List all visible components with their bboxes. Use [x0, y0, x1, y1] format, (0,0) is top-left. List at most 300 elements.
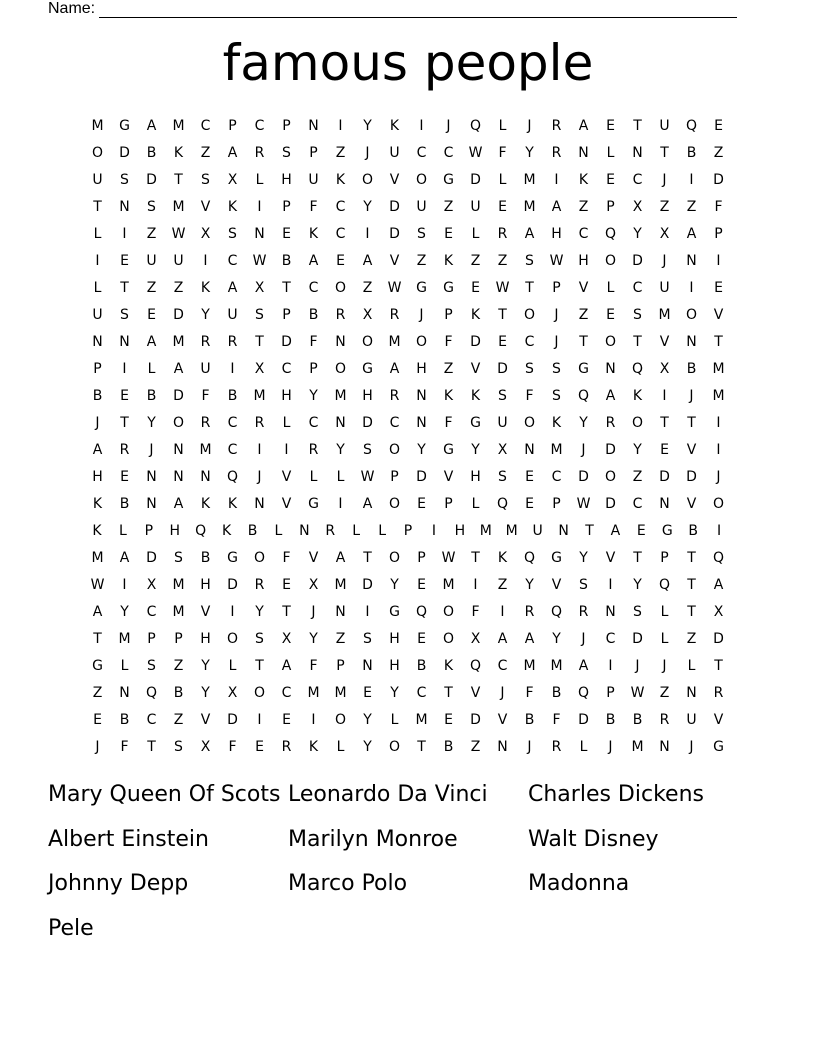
grid-letter: O	[631, 415, 644, 431]
grid-letter: X	[659, 226, 670, 242]
grid-letter: U	[308, 172, 319, 188]
grid-letter: P	[282, 118, 291, 134]
grid-letter: A	[119, 550, 130, 566]
grid-letter: Y	[309, 388, 318, 404]
grid-letter: G	[227, 550, 238, 566]
grid-letter: O	[334, 280, 347, 296]
grid-letter: T	[633, 334, 642, 350]
grid-letter: I	[338, 118, 343, 134]
grid-letter: L	[579, 739, 588, 755]
grid-letter: K	[92, 496, 103, 512]
grid-letter: I	[257, 199, 262, 215]
grid-row	[84, 680, 732, 707]
grid-letter: O	[253, 685, 266, 701]
grid-letter: A	[551, 199, 562, 215]
grid-letter: O	[388, 550, 401, 566]
grid-letter: M	[658, 307, 671, 323]
grid-letter: O	[334, 361, 347, 377]
grid-letter: E	[147, 307, 156, 323]
grid-letter: I	[95, 253, 100, 269]
grid-letter: K	[308, 739, 319, 755]
grid-letter: A	[173, 496, 184, 512]
grid-letter: H	[281, 388, 292, 404]
grid-letter: M	[253, 388, 266, 404]
grid-letter: P	[336, 658, 345, 674]
grid-letter: Q	[712, 550, 725, 566]
grid-letter: V	[659, 334, 670, 350]
grid-letter: N	[146, 496, 157, 512]
grid-letter: J	[608, 739, 613, 755]
grid-letter: M	[172, 604, 185, 620]
grid-letter: T	[255, 334, 264, 350]
grid-letter: N	[362, 658, 373, 674]
grid-letter: E	[606, 172, 615, 188]
grid-letter: S	[174, 550, 183, 566]
grid-letter: P	[390, 469, 399, 485]
grid-letter: S	[363, 442, 372, 458]
grid-letter: P	[228, 118, 237, 134]
grid-letter: Q	[577, 685, 590, 701]
grid-letter: Y	[633, 442, 642, 458]
grid-letter: H	[200, 631, 211, 647]
grid-letter: P	[282, 307, 291, 323]
grid-letter: M	[172, 577, 185, 593]
grid-letter: N	[335, 334, 346, 350]
grid-letter: J	[554, 307, 559, 323]
grid-letter: S	[498, 469, 507, 485]
grid-letter: F	[444, 334, 453, 350]
grid-letter: T	[255, 658, 264, 674]
grid-letter: C	[632, 172, 643, 188]
grid-letter: Q	[658, 577, 671, 593]
grid-letter: U	[532, 523, 543, 539]
grid-letter: Z	[686, 631, 697, 647]
grid-letter: R	[659, 712, 670, 728]
grid-letter: Z	[335, 631, 346, 647]
grid-letter: H	[169, 523, 180, 539]
grid-letter: G	[443, 280, 454, 296]
grid-letter: H	[200, 577, 211, 593]
grid-letter: F	[309, 334, 318, 350]
grid-letter: G	[443, 442, 454, 458]
grid-letter: L	[118, 523, 127, 539]
grid-letter: G	[92, 658, 103, 674]
grid-letter: Z	[686, 199, 697, 215]
grid-letter: E	[363, 685, 372, 701]
grid-letter: E	[282, 226, 291, 242]
grid-letter: O	[442, 631, 455, 647]
grid-letter: N	[119, 685, 130, 701]
grid-letter: C	[524, 334, 535, 350]
grid-row	[84, 599, 732, 626]
grid-letter: R	[227, 334, 238, 350]
grid-letter: N	[605, 361, 616, 377]
grid-letter: N	[335, 415, 346, 431]
grid-letter: G	[119, 118, 130, 134]
grid-letter: K	[443, 388, 454, 404]
grid-letter: P	[93, 361, 102, 377]
grid-letter: N	[524, 442, 535, 458]
name-field	[48, 0, 748, 18]
grid-letter: V	[443, 469, 454, 485]
grid-letter: I	[230, 361, 235, 377]
grid-letter: I	[257, 442, 262, 458]
grid-letter: Q	[631, 361, 644, 377]
grid-letter: M	[118, 631, 131, 647]
grid-letter: M	[334, 685, 347, 701]
grid-letter: R	[551, 739, 562, 755]
grid-letter: A	[227, 145, 238, 161]
grid-letter: E	[525, 469, 534, 485]
grid-letter: L	[378, 523, 386, 539]
grid-letter: Y	[579, 550, 588, 566]
word-item: Charles Dickens	[528, 782, 704, 807]
grid-letter: Z	[578, 199, 589, 215]
grid-row	[84, 410, 732, 437]
grid-letter: S	[417, 226, 426, 242]
grid-letter: R	[308, 442, 319, 458]
grid-letter: J	[662, 658, 667, 674]
grid-letter: O	[226, 631, 239, 647]
grid-letter: P	[309, 145, 318, 161]
grid-letter: S	[228, 226, 237, 242]
grid-letter: T	[444, 685, 453, 701]
grid-letter: E	[120, 253, 129, 269]
grid-letter: C	[632, 496, 643, 512]
grid-letter: N	[416, 388, 427, 404]
grid-letter: Y	[417, 442, 426, 458]
grid-letter: P	[282, 199, 291, 215]
grid-letter: J	[662, 172, 667, 188]
grid-letter: M	[523, 172, 536, 188]
grid-letter: Z	[443, 199, 454, 215]
grid-letter: N	[119, 334, 130, 350]
grid-letter: I	[122, 226, 127, 242]
grid-letter: C	[227, 253, 238, 269]
grid-letter: Y	[309, 631, 318, 647]
grid-letter: M	[505, 523, 518, 539]
grid-letter: P	[552, 280, 561, 296]
grid-letter: L	[660, 631, 669, 647]
grid-row	[84, 464, 732, 491]
grid-letter: A	[92, 442, 103, 458]
grid-letter: D	[389, 226, 400, 242]
grid-letter: W	[387, 280, 402, 296]
grid-letter: S	[174, 739, 183, 755]
grid-letter: A	[281, 658, 292, 674]
grid-letter: Z	[92, 685, 103, 701]
letter-grid	[84, 113, 732, 761]
grid-letter: G	[416, 280, 427, 296]
grid-letter: K	[227, 496, 238, 512]
grid-letter: L	[498, 172, 507, 188]
grid-letter: N	[558, 523, 569, 539]
grid-letter: T	[93, 631, 102, 647]
grid-letter: U	[200, 361, 211, 377]
grid-letter: E	[417, 577, 426, 593]
grid-letter: X	[254, 361, 265, 377]
grid-letter: Z	[200, 145, 211, 161]
grid-letter: F	[525, 685, 534, 701]
grid-letter: R	[389, 307, 400, 323]
grid-letter: I	[284, 442, 289, 458]
grid-letter: J	[716, 469, 721, 485]
grid-letter: O	[361, 334, 374, 350]
grid-letter: Q	[685, 118, 698, 134]
grid-row	[84, 518, 732, 545]
grid-letter: K	[221, 523, 232, 539]
grid-letter: R	[335, 307, 346, 323]
grid-letter: S	[201, 172, 210, 188]
grid-letter: A	[497, 631, 508, 647]
grid-row	[84, 167, 732, 194]
grid-letter: R	[497, 226, 508, 242]
grid-letter: A	[146, 118, 157, 134]
grid-letter: Z	[497, 253, 508, 269]
grid-letter: E	[660, 442, 669, 458]
grid-letter: Z	[659, 199, 670, 215]
grid-letter: D	[119, 145, 130, 161]
grid-letter: C	[308, 415, 319, 431]
grid-letter: Y	[363, 712, 372, 728]
grid-letter: Z	[146, 280, 157, 296]
grid-letter: V	[578, 280, 589, 296]
grid-letter: W	[441, 550, 456, 566]
grid-letter: V	[200, 604, 211, 620]
grid-letter: Q	[415, 604, 428, 620]
grid-letter: N	[686, 685, 697, 701]
grid-letter: V	[686, 442, 697, 458]
grid-letter: T	[714, 334, 723, 350]
grid-letter: B	[119, 712, 130, 728]
grid-letter: Z	[659, 685, 670, 701]
grid-letter: Y	[336, 442, 345, 458]
grid-letter: T	[363, 550, 372, 566]
grid-letter: T	[687, 550, 696, 566]
grid-letter: J	[257, 469, 262, 485]
grid-letter: D	[146, 550, 157, 566]
grid-letter: M	[172, 199, 185, 215]
grid-letter: V	[605, 550, 616, 566]
grid-letter: X	[281, 631, 292, 647]
page-title: famous people	[222, 34, 594, 92]
grid-letter: V	[200, 199, 211, 215]
grid-letter: C	[254, 118, 265, 134]
grid-letter: T	[471, 550, 480, 566]
grid-letter: Z	[497, 577, 508, 593]
grid-letter: L	[282, 415, 291, 431]
grid-letter: B	[416, 658, 427, 674]
grid-letter: H	[389, 658, 400, 674]
grid-letter: D	[227, 712, 238, 728]
grid-letter: I	[311, 712, 316, 728]
grid-letter: U	[173, 253, 184, 269]
grid-letter: T	[660, 415, 669, 431]
grid-letter: I	[689, 172, 694, 188]
grid-letter: F	[228, 739, 237, 755]
word-item: Madonna	[528, 871, 630, 897]
grid-letter: B	[443, 739, 454, 755]
grid-letter: B	[119, 496, 130, 512]
grid-letter: T	[633, 550, 642, 566]
grid-letter: S	[147, 199, 156, 215]
grid-letter: L	[309, 469, 318, 485]
grid-letter: Y	[201, 685, 210, 701]
grid-letter: N	[659, 739, 670, 755]
grid-letter: L	[93, 280, 102, 296]
grid-letter: Y	[633, 226, 642, 242]
grid-letter: Y	[390, 577, 399, 593]
grid-letter: F	[309, 658, 318, 674]
grid-letter: E	[606, 307, 615, 323]
grid-letter: D	[632, 631, 643, 647]
grid-letter: R	[713, 685, 724, 701]
grid-letter: U	[227, 307, 238, 323]
grid-letter: M	[91, 550, 104, 566]
grid-letter: X	[470, 631, 481, 647]
grid-letter: Y	[201, 307, 210, 323]
grid-letter: Q	[577, 388, 590, 404]
grid-letter: S	[498, 388, 507, 404]
grid-letter: S	[525, 361, 534, 377]
grid-letter: I	[365, 226, 370, 242]
grid-letter: D	[362, 577, 373, 593]
grid-letter: L	[471, 226, 480, 242]
grid-letter: I	[716, 253, 721, 269]
grid-letter: D	[416, 469, 427, 485]
grid-letter: R	[605, 415, 616, 431]
grid-letter: R	[389, 388, 400, 404]
grid-letter: I	[365, 604, 370, 620]
grid-letter: M	[307, 685, 320, 701]
grid-letter: D	[227, 577, 238, 593]
grid-letter: Y	[525, 145, 534, 161]
grid-letter: J	[554, 334, 559, 350]
grid-letter: K	[470, 307, 481, 323]
grid-letter: J	[689, 388, 694, 404]
grid-letter: A	[362, 496, 373, 512]
grid-letter: S	[282, 145, 291, 161]
grid-letter: Z	[443, 361, 454, 377]
grid-letter: Q	[550, 604, 563, 620]
grid-letter: F	[552, 712, 561, 728]
grid-letter: C	[308, 280, 319, 296]
grid-letter: A	[605, 388, 616, 404]
grid-letter: L	[660, 604, 669, 620]
grid-letter: D	[713, 172, 724, 188]
word-item: Albert Einstein	[48, 826, 209, 852]
grid-letter: L	[352, 523, 361, 539]
grid-letter: O	[361, 172, 374, 188]
grid-row	[84, 383, 732, 410]
grid-letter: F	[498, 145, 507, 161]
grid-row	[84, 626, 732, 653]
grid-letter: I	[431, 523, 437, 539]
grid-letter: Z	[632, 469, 643, 485]
grid-letter: I	[257, 712, 262, 728]
grid-letter: G	[389, 604, 400, 620]
grid-letter: T	[93, 199, 102, 215]
grid-letter: C	[551, 469, 562, 485]
grid-letter: N	[335, 604, 346, 620]
grid-letter: H	[362, 388, 373, 404]
grid-row	[84, 491, 732, 518]
grid-letter: O	[415, 334, 428, 350]
grid-letter: L	[687, 658, 696, 674]
grid-letter: E	[636, 523, 646, 539]
grid-letter: A	[713, 577, 724, 593]
grid-letter: V	[551, 577, 562, 593]
grid-letter: U	[497, 415, 508, 431]
grid-letter: X	[200, 226, 211, 242]
grid-letter: D	[470, 334, 481, 350]
grid-letter: M	[388, 334, 401, 350]
grid-letter: X	[146, 577, 157, 593]
grid-letter: P	[444, 307, 453, 323]
grid-letter: T	[147, 739, 156, 755]
grid-letter: E	[417, 631, 426, 647]
grid-letter: R	[119, 442, 130, 458]
grid-letter: Z	[173, 712, 184, 728]
grid-letter: I	[473, 577, 478, 593]
grid-letter: Q	[496, 496, 509, 512]
grid-letter: W	[495, 280, 510, 296]
grid-letter: N	[632, 145, 643, 161]
grid-letter: D	[389, 199, 400, 215]
grid-row	[84, 302, 732, 329]
grid-letter: F	[714, 199, 723, 215]
grid-row	[84, 221, 732, 248]
grid-letter: J	[500, 685, 505, 701]
grid-letter: N	[659, 496, 670, 512]
grid-letter: E	[282, 577, 291, 593]
grid-letter: T	[687, 577, 696, 593]
grid-letter: O	[712, 496, 725, 512]
grid-letter: C	[335, 226, 346, 242]
grid-letter: T	[282, 280, 291, 296]
grid-letter: A	[578, 658, 589, 674]
grid-letter: Q	[226, 469, 239, 485]
grid-letter: C	[281, 685, 292, 701]
grid-letter: U	[686, 712, 697, 728]
grid-letter: I	[717, 523, 722, 539]
grid-letter: Y	[552, 631, 561, 647]
grid-letter: H	[416, 361, 427, 377]
grid-letter: T	[282, 604, 291, 620]
grid-letter: J	[419, 307, 424, 323]
grid-letter: T	[120, 415, 129, 431]
grid-letter: L	[147, 361, 156, 377]
grid-letter: R	[524, 604, 535, 620]
grid-letter: C	[389, 415, 400, 431]
grid-letter: W	[630, 685, 645, 701]
grid-letter: V	[713, 307, 724, 323]
grid-letter: E	[714, 280, 723, 296]
grid-letter: B	[632, 712, 643, 728]
grid-letter: B	[308, 307, 319, 323]
grid-row	[84, 437, 732, 464]
grid-letter: A	[146, 334, 157, 350]
grid-letter: N	[254, 496, 265, 512]
grid-letter: F	[309, 199, 318, 215]
grid-row	[84, 275, 732, 302]
grid-letter: B	[200, 550, 211, 566]
grid-letter: J	[662, 253, 667, 269]
grid-letter: R	[281, 739, 292, 755]
grid-letter: P	[417, 550, 426, 566]
grid-letter: C	[632, 280, 643, 296]
grid-letter: J	[311, 604, 316, 620]
